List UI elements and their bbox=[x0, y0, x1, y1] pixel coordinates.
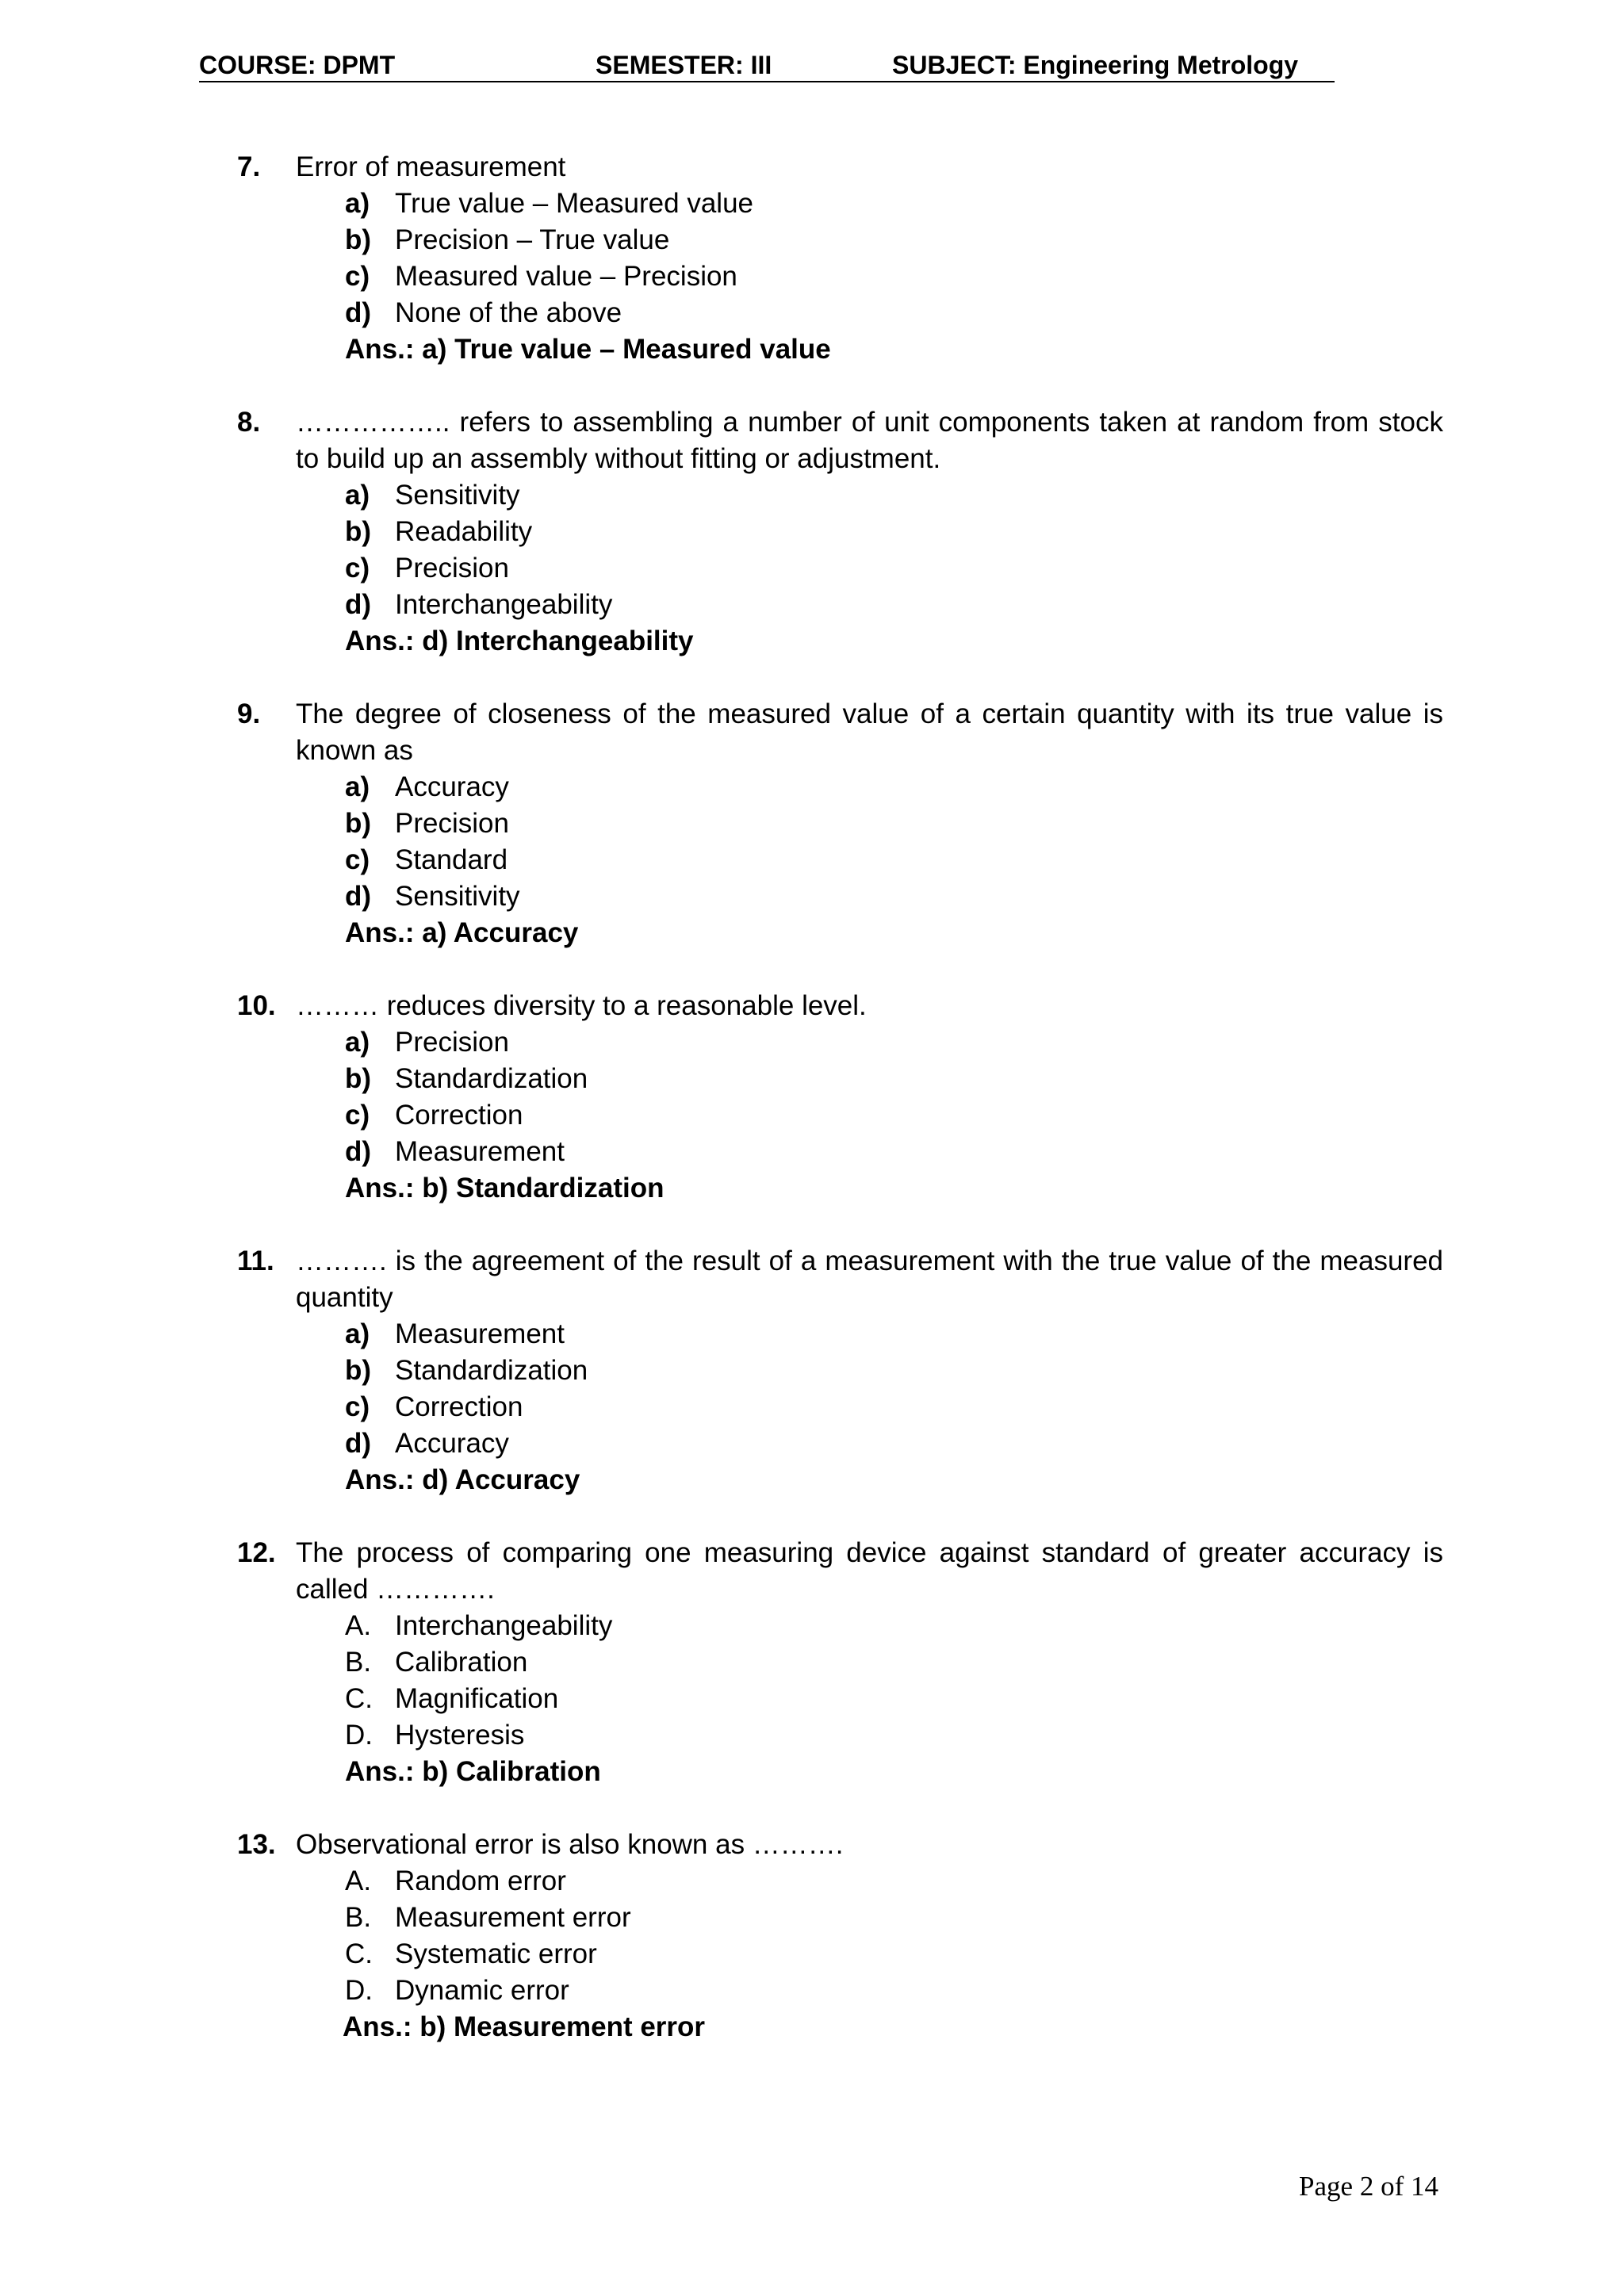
option-text: Correction bbox=[395, 1100, 523, 1131]
answer-line: Ans.: b) Calibration bbox=[345, 1756, 601, 1787]
option-text: Dynamic error bbox=[395, 1975, 569, 2006]
question-text: Error of measurement bbox=[296, 151, 566, 182]
option-c bbox=[345, 842, 1443, 878]
option-text: Standard bbox=[395, 844, 508, 875]
option-key: c) bbox=[345, 553, 370, 584]
option-list bbox=[345, 1608, 1443, 1754]
page-number: Page 2 of 14 bbox=[1299, 2171, 1438, 2202]
question-12 bbox=[238, 1535, 1443, 1790]
option-text: Standardization bbox=[395, 1063, 588, 1094]
option-b bbox=[345, 514, 1443, 550]
option-key: a) bbox=[345, 771, 370, 802]
option-c bbox=[345, 258, 1443, 295]
option-text: Magnification bbox=[395, 1683, 559, 1714]
option-b bbox=[345, 222, 1443, 258]
option-a bbox=[345, 1024, 1443, 1061]
option-d bbox=[345, 587, 1443, 623]
question-text: …………….. refers to assembling a number of unit components taken at random from stock to build up an assembly without fitting or adjustment. bbox=[296, 407, 1443, 474]
question-11 bbox=[238, 1243, 1443, 1498]
option-key: c) bbox=[345, 1100, 370, 1131]
option-c bbox=[345, 1097, 1443, 1134]
option-d bbox=[345, 295, 1443, 331]
option-text: Hysteresis bbox=[395, 1720, 525, 1751]
option-text: Measurement bbox=[395, 1318, 565, 1349]
answer-line: Ans.: b) Standardization bbox=[345, 1173, 665, 1203]
option-key: D. bbox=[345, 1975, 373, 2006]
option-key: d) bbox=[345, 1136, 372, 1167]
option-key: b) bbox=[345, 1063, 372, 1094]
option-key: a) bbox=[345, 1318, 370, 1349]
option-c bbox=[345, 1681, 1443, 1717]
option-key: A. bbox=[345, 1610, 372, 1641]
option-key: c) bbox=[345, 844, 370, 875]
option-key: d) bbox=[345, 589, 372, 620]
option-key: D. bbox=[345, 1720, 373, 1751]
option-text: Measurement error bbox=[395, 1902, 631, 1933]
question-number: 10. bbox=[237, 990, 276, 1021]
option-list bbox=[345, 477, 1443, 623]
option-key: d) bbox=[345, 881, 372, 912]
option-b bbox=[345, 1353, 1443, 1389]
option-key: B. bbox=[345, 1647, 372, 1678]
option-key: d) bbox=[345, 1428, 372, 1459]
option-key: B. bbox=[345, 1902, 372, 1933]
option-key: d) bbox=[345, 297, 372, 328]
header-subject: SUBJECT: Engineering Metrology bbox=[892, 51, 1299, 79]
option-a bbox=[345, 1863, 1443, 1900]
option-a bbox=[345, 186, 1443, 222]
question-list bbox=[238, 149, 1443, 2082]
option-text: Precision bbox=[395, 553, 509, 584]
question-8 bbox=[238, 404, 1443, 660]
option-d bbox=[345, 1425, 1443, 1462]
question-number: 7. bbox=[237, 151, 261, 182]
answer-line: Ans.: d) Interchangeability bbox=[345, 626, 694, 656]
question-7 bbox=[238, 149, 1443, 368]
option-c bbox=[345, 1389, 1443, 1425]
option-list bbox=[345, 1024, 1443, 1170]
option-text: None of the above bbox=[395, 297, 622, 328]
question-9 bbox=[238, 696, 1443, 951]
option-b bbox=[345, 1644, 1443, 1681]
option-key: a) bbox=[345, 188, 370, 219]
option-text: Interchangeability bbox=[395, 589, 613, 620]
option-text: Accuracy bbox=[395, 1428, 509, 1459]
option-text: Systematic error bbox=[395, 1938, 597, 1969]
question-number: 13. bbox=[237, 1829, 276, 1860]
answer-line: Ans.: a) Accuracy bbox=[345, 917, 579, 948]
option-text: True value – Measured value bbox=[395, 188, 754, 219]
option-key: b) bbox=[345, 516, 372, 547]
option-text: Measured value – Precision bbox=[395, 261, 737, 292]
option-key: b) bbox=[345, 1355, 372, 1386]
option-key: C. bbox=[345, 1938, 373, 1969]
option-list bbox=[345, 1863, 1443, 2009]
option-b bbox=[345, 1061, 1443, 1097]
option-text: Precision – True value bbox=[395, 224, 670, 255]
option-b bbox=[345, 1900, 1443, 1936]
option-b bbox=[345, 806, 1443, 842]
option-key: a) bbox=[345, 480, 370, 511]
question-number: 12. bbox=[237, 1537, 276, 1568]
option-list bbox=[345, 769, 1443, 915]
question-text: Observational error is also known as ………. bbox=[296, 1829, 844, 1860]
option-d bbox=[345, 1717, 1443, 1754]
option-list bbox=[345, 186, 1443, 331]
option-text: Sensitivity bbox=[395, 881, 520, 912]
answer-line: Ans.: a) True value – Measured value bbox=[345, 334, 831, 365]
option-key: c) bbox=[345, 1391, 370, 1422]
header-semester: SEMESTER: III bbox=[596, 51, 772, 79]
question-number: 9. bbox=[237, 698, 261, 729]
option-a bbox=[345, 477, 1443, 514]
option-key: a) bbox=[345, 1027, 370, 1058]
option-a bbox=[345, 1316, 1443, 1353]
option-text: Measurement bbox=[395, 1136, 565, 1167]
option-text: Calibration bbox=[395, 1647, 528, 1678]
option-d bbox=[345, 1134, 1443, 1170]
option-text: Precision bbox=[395, 1027, 509, 1058]
option-text: Random error bbox=[395, 1866, 566, 1896]
option-text: Accuracy bbox=[395, 771, 509, 802]
option-text: Standardization bbox=[395, 1355, 588, 1386]
option-a bbox=[345, 769, 1443, 806]
option-key: b) bbox=[345, 808, 372, 839]
option-key: C. bbox=[345, 1683, 373, 1714]
question-text: The process of comparing one measuring device against standard of greater accuracy is called …………. bbox=[296, 1537, 1443, 1605]
option-text: Sensitivity bbox=[395, 480, 520, 511]
question-text: ……… reduces diversity to a reasonable level. bbox=[296, 990, 867, 1021]
option-text: Interchangeability bbox=[395, 1610, 613, 1641]
page-header bbox=[199, 49, 1335, 82]
question-number: 8. bbox=[237, 407, 261, 438]
option-text: Precision bbox=[395, 808, 509, 839]
option-key: c) bbox=[345, 261, 370, 292]
option-d bbox=[345, 878, 1443, 915]
option-key: A. bbox=[345, 1866, 372, 1896]
option-text: Correction bbox=[395, 1391, 523, 1422]
question-number: 11. bbox=[237, 1246, 274, 1276]
option-text: Readability bbox=[395, 516, 533, 547]
answer-line: Ans.: d) Accuracy bbox=[345, 1464, 580, 1495]
option-c bbox=[345, 1936, 1443, 1973]
answer-line: Ans.: b) Measurement error bbox=[343, 2011, 706, 2042]
option-d bbox=[345, 1973, 1443, 2009]
question-13 bbox=[238, 1827, 1443, 2045]
option-list bbox=[345, 1316, 1443, 1462]
header-course: COURSE: DPMT bbox=[199, 51, 396, 79]
option-a bbox=[345, 1608, 1443, 1644]
question-text: ………. is the agreement of the result of a measurement with the true value of the measured quantity bbox=[296, 1246, 1443, 1313]
option-key: b) bbox=[345, 224, 372, 255]
question-text: The degree of closeness of the measured value of a certain quantity with its true value is known as bbox=[296, 698, 1443, 766]
option-c bbox=[345, 550, 1443, 587]
question-10 bbox=[238, 988, 1443, 1207]
